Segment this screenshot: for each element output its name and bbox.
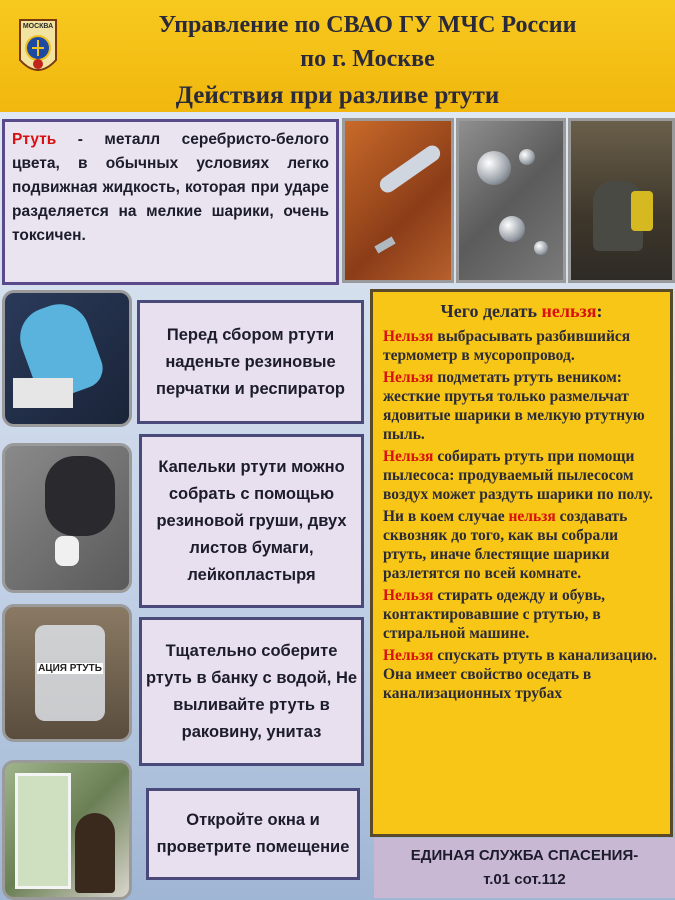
footer-line1: ЕДИНАЯ СЛУЖБА СПАСЕНИЯ- [410,847,639,864]
forbidden-item [383,368,660,444]
definition-term: Ртуть [12,131,57,148]
emergency-footer [374,838,675,898]
item-pre: Ни в коем случае [383,508,509,525]
item-red: Нельзя [383,369,434,386]
forbidden-item [383,586,660,643]
item-post: выбрасывать разбившийся термометр в мусоропровод. [383,328,631,364]
item-red: Нельзя [383,448,434,465]
definition-text: - металл серебристо-белого цвета, в обычных условиях легко подвижная жидкость, которая при ударе разделяется на мелкие шарики, очень токсичен. [12,131,329,244]
header-title-line2: по г. Москве [300,46,435,72]
footer-phone: т.01 сот.112 [483,871,566,888]
header-title-line1: Управление по СВАО ГУ МЧС России [158,12,577,38]
item-red: нельзя [508,508,556,525]
jar-label: АЦИЯ РТУТЬ [38,663,102,674]
collecting-mercury-photo [2,443,132,593]
item-post: создавать сквозняк до того, как вы собрали ртуть, иначе блестящие шарики разлетятся по всей комнате. [383,508,628,582]
forbidden-item [383,507,660,583]
step-gloves [137,300,364,424]
mercury-droplets-photo [456,118,566,283]
forbidden-heading-red: нельзя [541,301,597,321]
rescuer-photo [568,118,675,283]
step-text: Откройте окна и проветрите помещение [156,811,350,856]
step-text: Тщательно соберите ртуть в банку с водой, Не выливайте ртуть в раковину, унитаз [145,641,358,741]
emchs-emblem-icon [16,14,60,86]
forbidden-item [383,447,660,504]
broken-thermometer-photo [342,118,454,283]
forbidden-item [383,327,660,365]
step-collect-droplets [139,434,364,608]
step-ventilate [146,788,360,880]
item-post: подметать ртуть веником: жесткие прутья только размельчат ядовитые шарики в мелкую ртутную пыль. [383,369,645,443]
item-red: Нельзя [383,647,434,664]
emblem-text: МОСКВА [22,23,54,30]
mercury-jar-photo [2,604,132,742]
item-post: стирать одежду и обувь, контактировавшие с ртутью, в стиральной машине. [383,587,606,642]
forbidden-item [383,646,660,703]
rubber-gloves-photo [2,290,132,427]
step-text: Капельки ртути можно собрать с помощью резиновой груши, двух листов бумаги, лейкопластыря [156,457,347,584]
step-text: Перед сбором ртути наденьте резиновые перчатки и респиратор [156,325,345,398]
step-jar-with-water [139,617,364,766]
item-post: спускать ртуть в канализацию. Она имеет свойство оседать в канализационных трубах [383,647,657,702]
forbidden-heading-post: : [596,301,603,321]
item-red: Нельзя [383,328,434,345]
forbidden-heading [383,302,660,321]
open-window-photo [2,760,132,900]
item-post: собирать ртуть при помощи пылесоса: продуваемый пылесосом воздух может раздуть шарики по полу. [383,448,653,503]
forbidden-heading-pre: Чего делать [440,301,542,321]
mercury-definition-box [2,119,339,285]
page-title: Действия при разливе ртути [175,82,500,109]
forbidden-actions-box [370,289,673,837]
item-red: Нельзя [383,587,434,604]
